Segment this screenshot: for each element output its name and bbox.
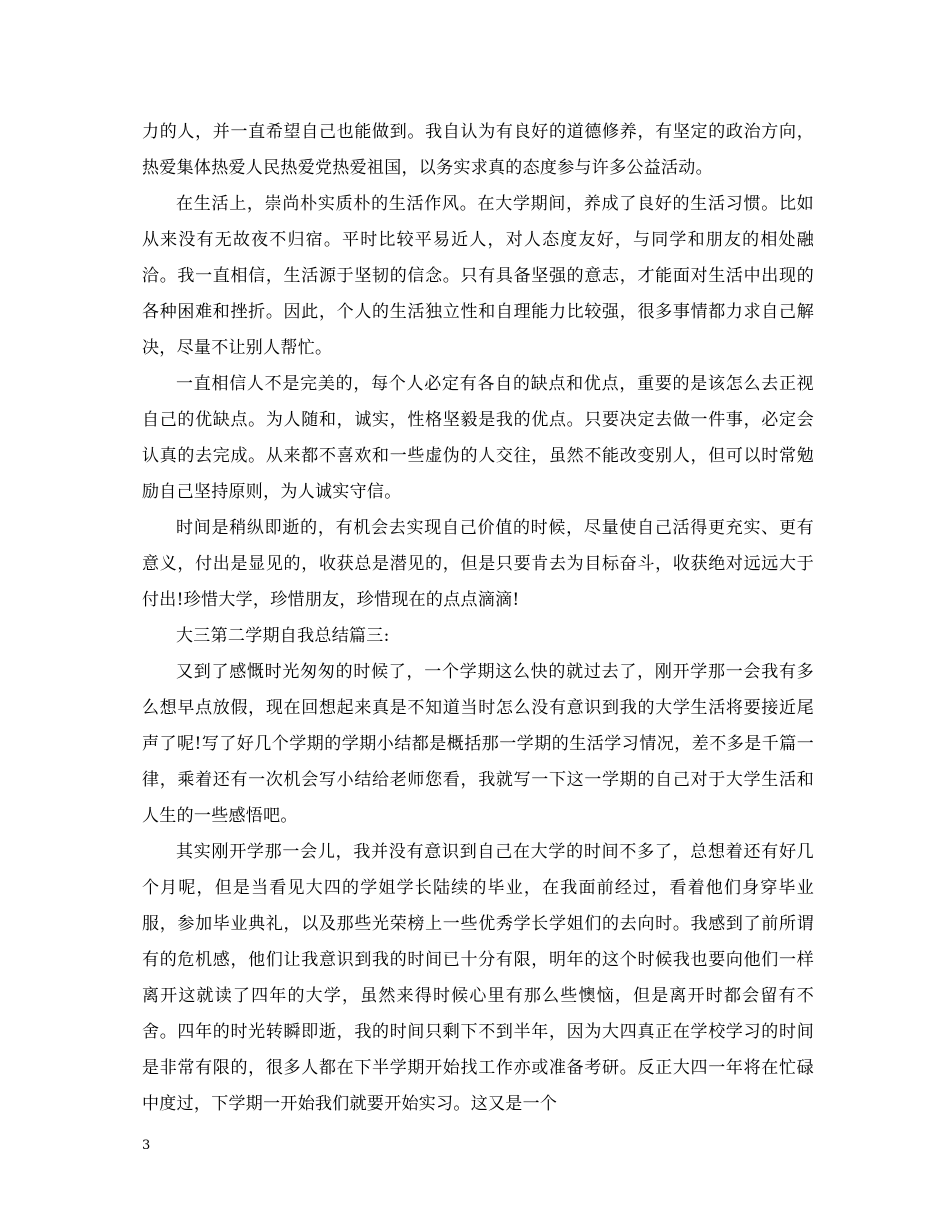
page-number: 3 <box>142 1138 151 1153</box>
paragraph-1: 力的人，并一直希望自己也能做到。我自认为有良好的道德修养，有坚定的政治方向，热爱集体热爱人民热爱党热爱祖国，以务实求真的态度参与许多公益活动。 <box>142 122 814 178</box>
paragraph-5: 又到了感慨时光匆匆的时候了，一个学期这么快的就过去了，刚开学那一会我有多么想早点放假，现在回想起来真是不知道当时怎么没有意识到我的大学生活将要接近尾声了呢!写了好几个学期的学期小结都是概括那一学期的生活学习情况，差不多是千篇一律，乘着还有一次机会写小结给老师您看，我就写一下这一学期的自己对于大学生活和人生的一些感悟吧。 <box>142 662 814 826</box>
paragraph-2: 在生活上，崇尚朴实质朴的生活作风。在大学期间，养成了良好的生活习惯。比如从来没有无故夜不归宿。平时比较平易近人，对人态度友好，与同学和朋友的相处融洽。我一直相信，生活源于坚韧的信念。只有具备坚强的意志，才能面对生活中出现的各种困难和挫折。因此，个人的生活独立性和自理能力比较强，很多事情都力求自己解决，尽量不让别人帮忙。 <box>142 194 814 358</box>
paragraph-4: 时间是稍纵即逝的，有机会去实现自己价值的时候，尽量使自己活得更充实、更有意义，付出是显见的，收获总是潜见的，但是只要肯去为目标奋斗，收获绝对远远大于付出!珍惜大学，珍惜朋友，珍惜现在的点点滴滴! <box>142 518 814 610</box>
body-text <box>142 114 814 1122</box>
section-heading: 大三第二学期自我总结篇三: <box>176 626 390 646</box>
paragraph-6: 其实刚开学那一会儿，我并没有意识到自己在大学的时间不多了，总想着还有好几个月呢，但是当看见大四的学姐学长陆续的毕业，在我面前经过，看着他们身穿毕业服，参加毕业典礼，以及那些光荣榜上一些优秀学长学姐们的去向时。我感到了前所谓有的危机感，他们让我意识到我的时间已十分有限，明年的这个时候我也要向他们一样离开这就读了四年的大学，虽然来得时候心里有那么些懊恼，但是离开时都会留有不舍。四年的时光转瞬即逝，我的时间只剩下不到半年，因为大四真正在学校学习的时间是非常有限的，很多人都在下半学期开始找工作亦或准备考研。反正大四一年将在忙碌中度过，下学期一开始我们就要开始实习。这又是一个 <box>142 842 814 1114</box>
paragraph-3: 一直相信人不是完美的，每个人必定有各自的缺点和优点，重要的是该怎么去正视自己的优缺点。为人随和，诚实，性格坚毅是我的优点。只要决定去做一件事，必定会认真的去完成。从来都不喜欢和一些虚伪的人交往，虽然不能改变别人，但可以时常勉励自己坚持原则，为人诚实守信。 <box>142 374 814 502</box>
